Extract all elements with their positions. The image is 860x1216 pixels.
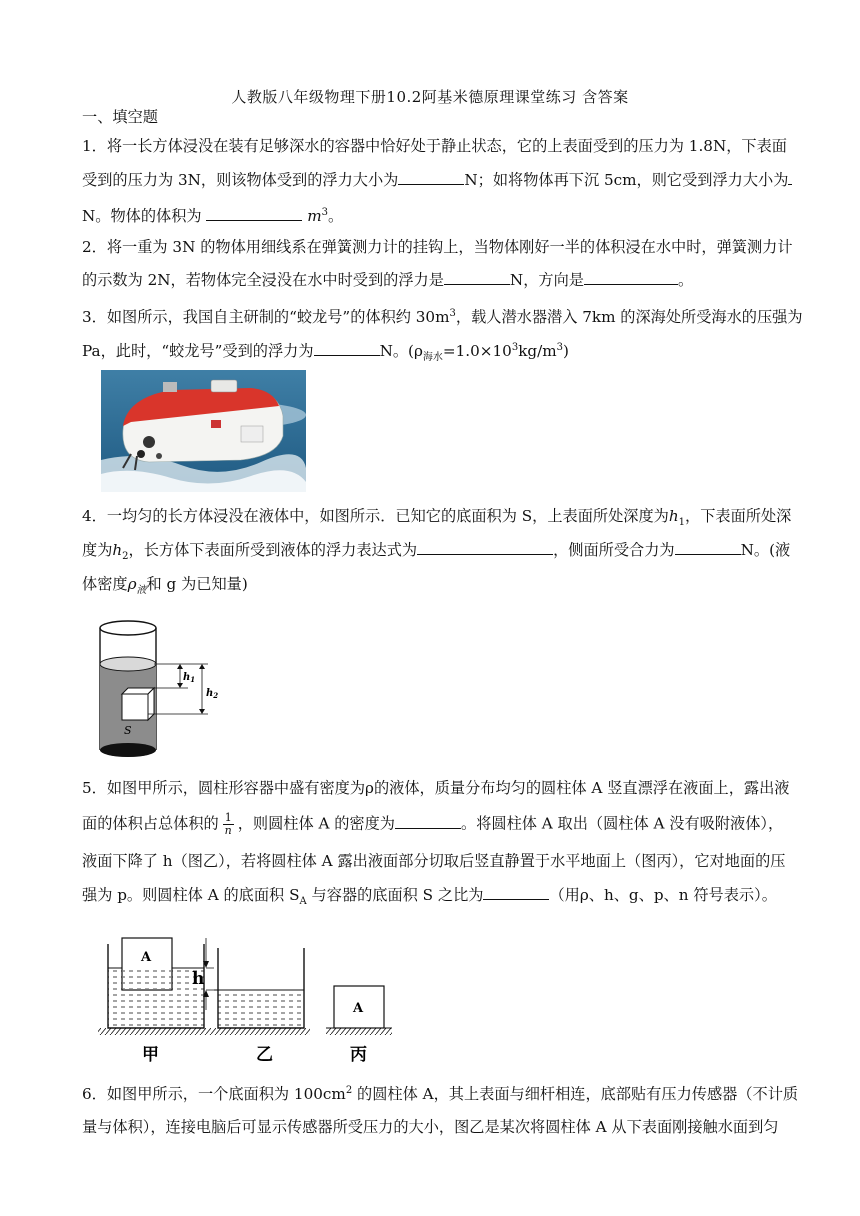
q2-line-1: 2．将一重为 3N 的物体用细线系在弹簧测力计的挂钩上，当物体刚好一半的体积浸在水中时，弹簧测力计 xyxy=(82,238,793,256)
submarine-image xyxy=(101,370,306,492)
q2-blank-1[interactable] xyxy=(444,270,510,285)
q6-line-1: 6．如图甲所示，一个底面积为 $100cm^2$ 的圆柱体 A，其上表面与细杆相连，底部贴有压力传感器（不计质 xyxy=(82,1085,799,1104)
submarine-photo xyxy=(101,370,306,492)
q5-line-3: 液面下降了 h（图乙），若将圆柱体 A 露出液面部分切取后竖直静置于水平地面上（图丙），它对地面的压 xyxy=(82,852,786,870)
q4-cylinder-figure xyxy=(96,618,226,764)
document-title: 人教版八年级物理下册10.2阿基米德原理课堂练习 含答案 xyxy=(231,88,629,106)
q1-line-1: 1．将一长方体浸没在装有足够深水的容器中恰好处于静止状态，它的上表面受到的压力为 1.8N，下表面 xyxy=(82,137,787,155)
q5-containers-figure xyxy=(96,932,396,1068)
cuboid-side xyxy=(148,688,154,720)
q6-line-2: 量与体积），连接电脑后可显示传感器所受压力的大小，图乙是某次将圆柱体 A 从下表面刚接触水面到匀 xyxy=(82,1118,779,1136)
cylinder-bottom xyxy=(100,743,156,757)
q1-line-2: 受到的压力为 3N，则该物体受到的浮力大小为 N；如将物体再下沉 5cm，则它受到浮力大小为 xyxy=(82,170,782,190)
q2-line-2: 的示数为 2N，若物体完全浸没在水中时受到的浮力是 N，方向是 。 xyxy=(82,271,694,289)
q4-line-2: 度为$h_2$，长方体下表面所受到液体的浮力表达式为 ，侧面所受合力为 N。(液 xyxy=(82,541,791,563)
q1-blank-1[interactable] xyxy=(398,170,464,185)
q5-line-2: 面的体积占总体积的 $\frac{1}{n}$ ，则圆柱体 A 的密度为 。将圆柱体 A 取出（圆柱体 A 没有吸附液体）， xyxy=(82,811,784,837)
cuboid-front xyxy=(122,694,148,720)
q3-blank-1[interactable] xyxy=(314,341,380,356)
q1-line-3: N。物体的体积为 $m^3$。 xyxy=(82,207,344,226)
q3-line-2: Pa，此时，“蛟龙号”受到的浮力为 N。$(\rho_{海水}=1.0\times 10^3kg/m^3)$ xyxy=(82,342,569,364)
fraction-1-over-n: $\frac{1}{n}$ xyxy=(224,811,232,837)
jia-label-a: A xyxy=(141,950,152,965)
bing-label-a: A xyxy=(353,1001,364,1016)
q5-line-4: 强为 p。则圆柱体 A 的底面积 $S_A$ 与容器的底面积 S 之比为 （用ρ、h、g、p、n 符号表示）。 xyxy=(82,886,777,908)
q5-blank-2[interactable] xyxy=(483,885,549,900)
q3-line-1: 3．如图所示，我国自主研制的“蛟龙号”的体积约 $30m^3$，载人潜水器潜入 7km 的深海处所受海水的压强为 xyxy=(82,308,803,327)
q4-blank-2[interactable] xyxy=(675,540,741,555)
depth-label-h2: $h_2$ xyxy=(206,688,219,700)
q2-blank-2[interactable] xyxy=(584,270,678,285)
label-bing: 丙 xyxy=(350,1045,367,1065)
liquid-surface xyxy=(100,657,156,671)
section-heading: 一、填空题 xyxy=(82,108,158,126)
q4-blank-1[interactable] xyxy=(417,540,553,555)
cylinder-top-rim xyxy=(100,621,156,635)
depth-label-h1: $h_1$ xyxy=(183,672,196,684)
area-label-s: S xyxy=(124,724,132,737)
q1-blank-2[interactable] xyxy=(788,170,792,185)
yi-liquid xyxy=(218,990,304,1028)
label-jia: 甲 xyxy=(142,1045,159,1065)
q5-blank-1[interactable] xyxy=(395,814,461,829)
q1-blank-3[interactable] xyxy=(206,206,302,221)
label-h: h xyxy=(192,969,205,989)
label-yi: 乙 xyxy=(256,1045,273,1065)
q4-line-1: 4．一均匀的长方体浸没在液体中，如图所示．已知它的底面积为 S，上表面所处深度为$h_1$，下表面所处深 xyxy=(82,507,792,529)
q5-line-1: 5．如图甲所示，圆柱形容器中盛有密度为ρ的液体，质量分布均匀的圆柱体 A 竖直漂浮在液面上，露出液 xyxy=(82,779,790,797)
q4-line-3: 体密度$\rho_液$和 g 为已知量) xyxy=(82,575,248,597)
